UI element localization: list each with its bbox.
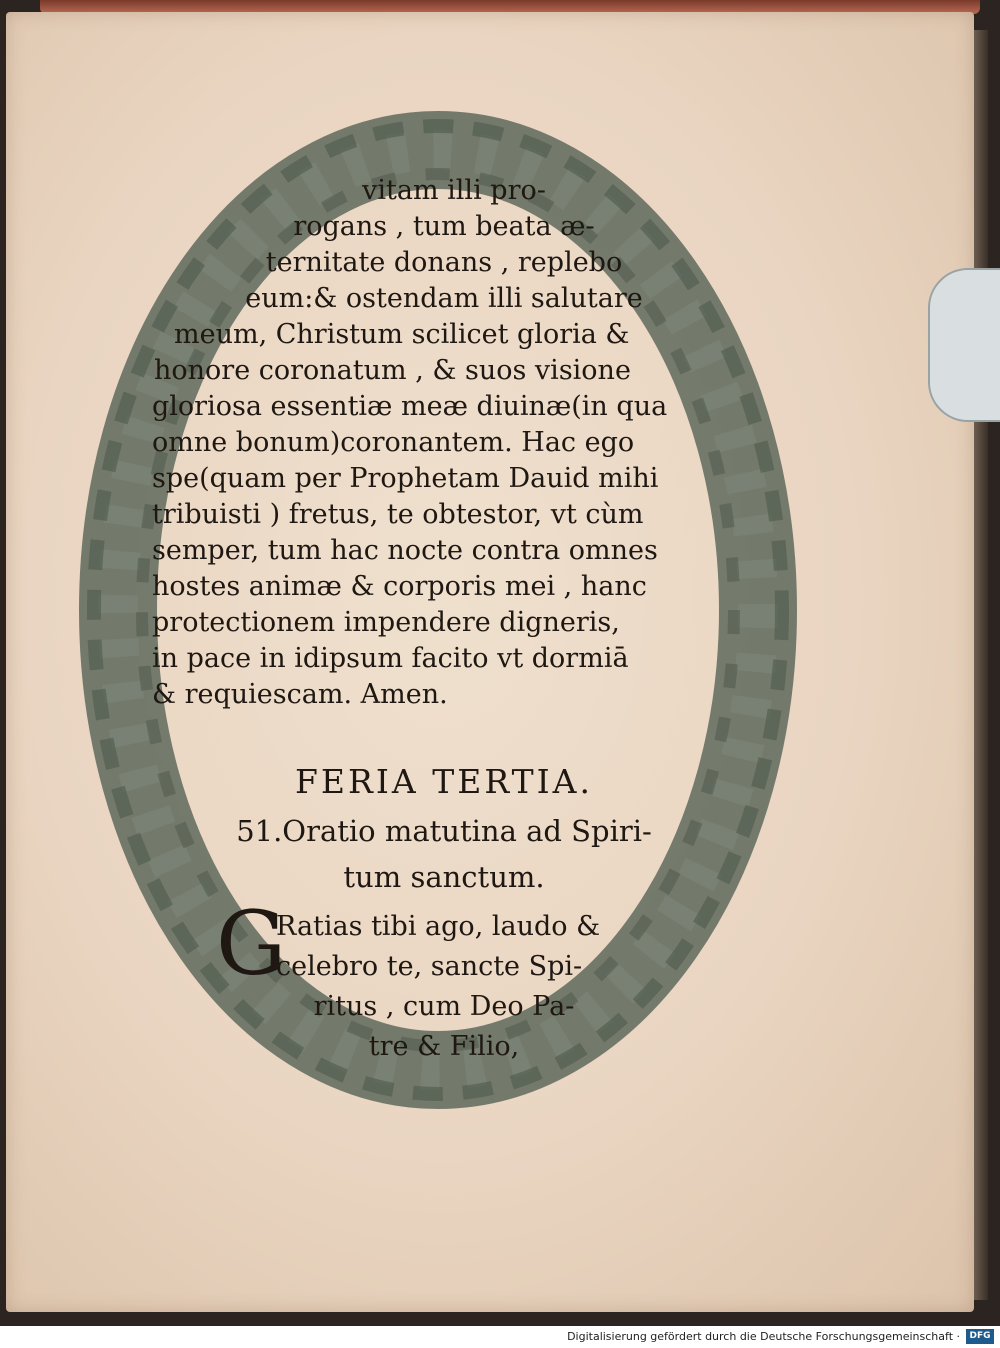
prayer-line: ritus , cum Deo Pa- [313, 991, 575, 1022]
prayer-title-line: 51.Oratio matutina ad Spiri- [236, 814, 652, 848]
prayer-line: celebro te, sancte Spi- [276, 951, 583, 982]
book-page [6, 12, 974, 1312]
text-line: omne bonum)coronantem. Hac ego [152, 427, 635, 458]
text-line: honore coronatum , & suos visione [154, 355, 631, 386]
section-heading: FERIA TERTIA. [295, 762, 593, 801]
drop-cap: G [216, 892, 287, 995]
text-line: protectionem impendere digneris, [152, 607, 620, 638]
text-line: spe(quam per Prophetam Dauid mihi [152, 463, 659, 494]
text-line: in pace in idipsum facito vt dormiā [152, 643, 629, 674]
text-line: meum, Christum scilicet gloria & [174, 319, 630, 350]
text-line: vitam illi pro- [362, 175, 546, 206]
text-line: semper, tum hac nocte contra omnes [152, 535, 658, 566]
text-line: gloriosa essentiæ meæ diuinæ(in qua [152, 391, 668, 422]
dfg-logo: DFG [966, 1329, 994, 1344]
funding-credit: Digitalisierung gefördert durch die Deutsche Forschungsgemeinschaft · [567, 1330, 960, 1343]
text-line: rogans , tum beata æ- [293, 211, 595, 242]
text-line: tribuisti ) fretus, te obtestor, vt cùm [152, 499, 644, 530]
text-line: eum:& ostendam illi salutare [245, 283, 643, 314]
text-line: hostes animæ & corporis mei , hanc [152, 571, 647, 602]
prayer-line: Ratias tibi ago, laudo & [276, 911, 601, 942]
page-clip-tab [928, 268, 1000, 422]
prayer-title-line: tum sanctum. [343, 860, 545, 894]
footer-bar [0, 1326, 1000, 1348]
text-line: ternitate donans , replebo [265, 247, 623, 278]
text-line: & requiescam. Amen. [152, 679, 448, 710]
prayer-line: tre & Filio, [368, 1031, 520, 1062]
